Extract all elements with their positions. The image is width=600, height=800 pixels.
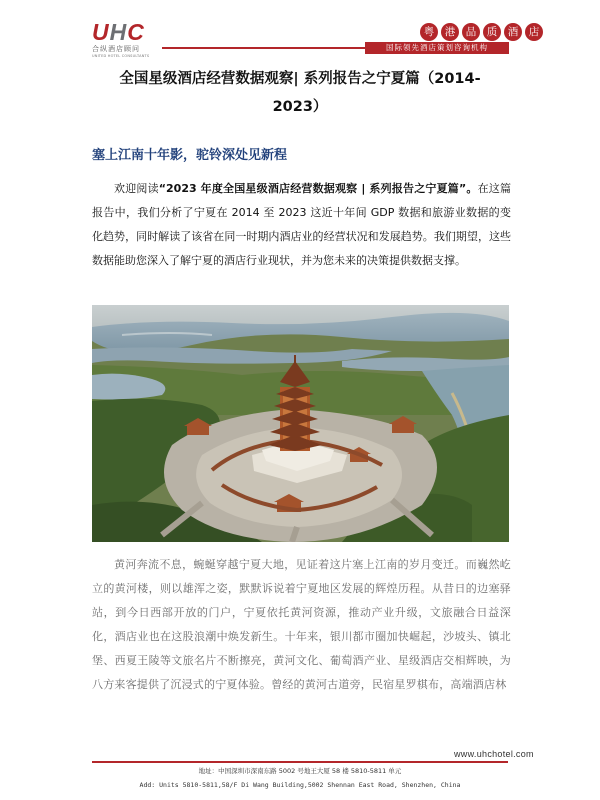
footer-address-english: Add: Units 5810-5811,58/F Di Wang Building,5002 Shennan East Road, Shenzhen, China	[139, 781, 461, 789]
header-slogan: 国际领先酒店策划咨询机构	[365, 42, 509, 54]
seal-char: 港	[441, 23, 459, 41]
page-title	[92, 65, 508, 121]
logo-mark: UHC	[92, 19, 145, 45]
pagoda-landscape-photo	[92, 305, 509, 542]
intro-bold-title: “2023 年度全国星级酒店经营数据观察 | 系列报告之宁夏篇”。	[158, 182, 478, 195]
seal-char: 粤	[420, 23, 438, 41]
seal-char: 店	[525, 23, 543, 41]
footer-divider	[92, 761, 508, 763]
footer-website[interactable]: www.uhchotel.com	[454, 749, 534, 759]
intro-paragraph	[92, 177, 511, 273]
seal-char: 质	[483, 23, 501, 41]
seal-char: 酒	[504, 23, 522, 41]
title-line-1: 全国星级酒店经营数据观察| 系列报告之宁夏篇（2014-	[119, 71, 481, 87]
footer-address-chinese: 地址：中国深圳市深南东路 5002 号地王大厦 58 楼 5810-5811 单元	[198, 767, 402, 775]
seal-char: 品	[462, 23, 480, 41]
title-line-2: 2023）	[272, 99, 328, 115]
intro-text-start: 欢迎阅读	[114, 182, 159, 195]
brand-seals	[420, 23, 543, 41]
section-subheading: 塞上江南十年影，驼铃深处见新程	[92, 148, 288, 163]
uhc-logo	[92, 20, 162, 56]
intro-text-rest: 在这篇报告中，我们分析了宁夏在 2014 至 2023 这近十年间 GDP 数据和旅游业数据的变化趋势，同时解读了该省在同一时期内酒店业的经营状况和发展趋势。我们期望，这些数据能助您深入了解宁夏的酒店行业现状，并为您未来的决策提供数据支撑。	[92, 182, 511, 267]
body-paragraph: 黄河奔流不息，蜿蜒穿越宁夏大地，见证着这片塞上江南的岁月变迁。而巍然屹立的黄河楼，则以雄浑之姿，默默诉说着宁夏地区发展的辉煌历程。从昔日的边塞驿站，到今日西部开放的门户，宁夏依托黄河资源，推动产业升级，文旅融合日益深化，酒店业也在这股浪潮中焕发新生。十年来，银川都市圈加快崛起，沙坡头、镇北堡、西夏王陵等文旅名片不断擦亮，黄河文化、葡萄酒产业、星级酒店交相辉映，为八方来客提供了沉浸式的宁夏体验。曾经的黄河古道旁，民宿星罗棋布，高端酒店林	[92, 558, 511, 691]
logo-english-name: UNITED HOTEL CONSULTANTS	[92, 54, 150, 58]
logo-chinese-name: 合纵酒店顾问	[92, 45, 140, 53]
